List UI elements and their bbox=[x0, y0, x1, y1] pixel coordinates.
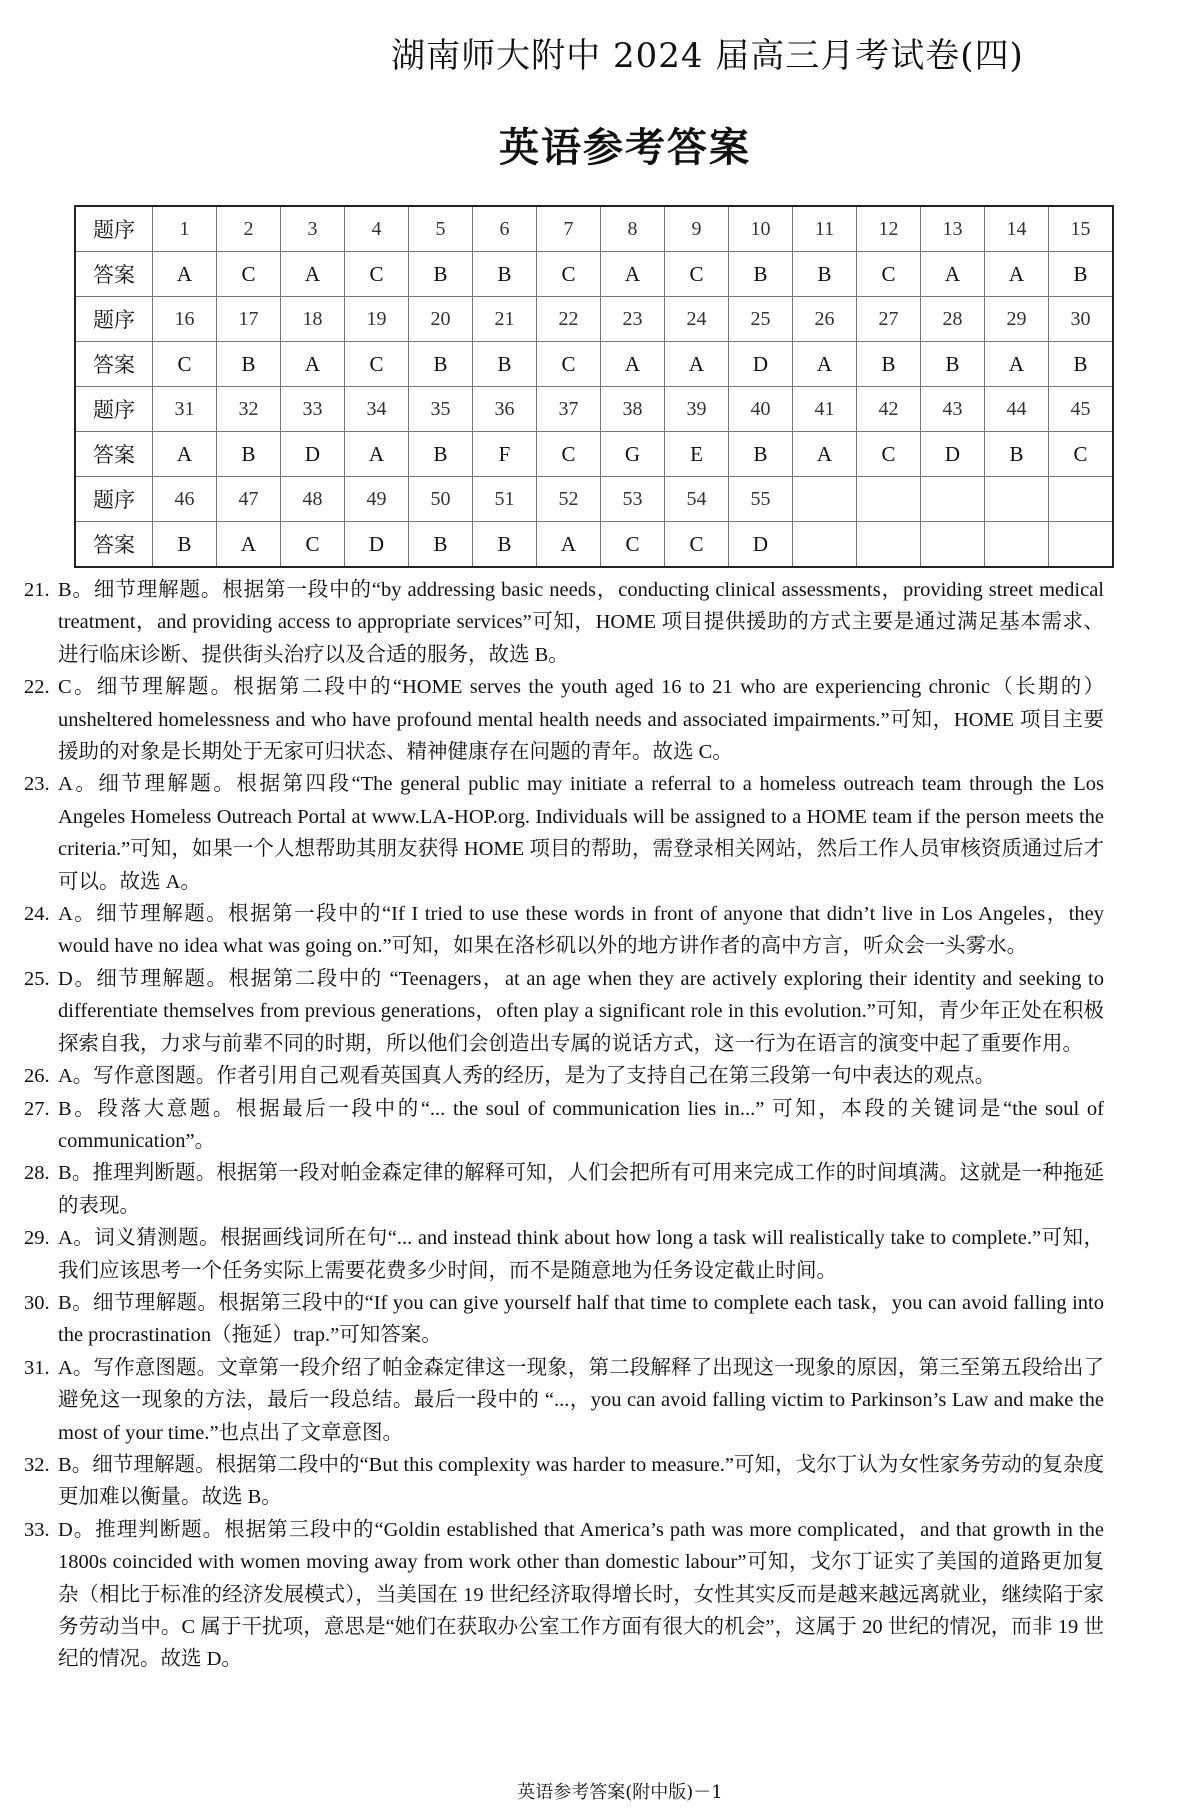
question-number-cell: 19 bbox=[345, 297, 409, 342]
item-number: 33. bbox=[24, 1518, 50, 1541]
question-number-cell: 43 bbox=[921, 387, 985, 432]
explanation-item bbox=[24, 1157, 1104, 1222]
answer-cell: B bbox=[857, 342, 921, 387]
item-text: A。写作意图题。文章第一段介绍了帕金森定律这一现象，第二段解释了出现这一现象的原因，第三至第五段给出了避免这一现象的方法，最后一段总结。最后一段中的 “...，you can avoid falling victim to Parkinson’s Law and make the most of your time.”也点出了文章意图。 bbox=[58, 1356, 1104, 1444]
item-text: B。段落大意题。根据最后一段中的“... the soul of communication lies in...” 可知，本段的关键词是“the soul of communication”。 bbox=[58, 1097, 1104, 1152]
question-number-cell: 51 bbox=[473, 477, 537, 522]
item-text: B。细节理解题。根据第二段中的“But this complexity was harder to measure.”可知，戈尔丁认为女性家务劳动的复杂度更加难以衡量。故选 B。 bbox=[58, 1453, 1104, 1509]
answer-cell: A bbox=[281, 342, 345, 387]
item-text: A。细节理解题。根据第四段“The general public may initiate a referral to a homeless outreach team through the Los Angeles Homeless Outreach Portal at www.LA-HOP.org. Individuals will be assigned to a HOME team if the person meets the criteria.”可知，如果一个人想帮助其朋友获得 HOME 项目的帮助，需登录相关网站，然后工作人员审核资质通过后才可以。故选 A。 bbox=[58, 773, 1104, 893]
answer-cell: A bbox=[793, 342, 857, 387]
item-number: 32. bbox=[24, 1453, 50, 1476]
answer-cell: B bbox=[217, 342, 281, 387]
question-number-row-label: 题序 bbox=[75, 387, 153, 432]
question-number-cell: 53 bbox=[601, 477, 665, 522]
answer-cell bbox=[985, 522, 1049, 568]
question-number-cell: 35 bbox=[409, 387, 473, 432]
answer-row-label: 答案 bbox=[75, 522, 153, 568]
question-number-cell: 23 bbox=[601, 297, 665, 342]
answer-cell: A bbox=[281, 252, 345, 297]
answer-cell: B bbox=[409, 342, 473, 387]
question-number-cell: 8 bbox=[601, 206, 665, 252]
question-number-cell: 55 bbox=[729, 477, 793, 522]
explanation-item bbox=[24, 574, 1104, 671]
question-number-cell: 36 bbox=[473, 387, 537, 432]
answer-cell: B bbox=[793, 252, 857, 297]
question-number-cell: 21 bbox=[473, 297, 537, 342]
answer-cell: B bbox=[153, 522, 217, 568]
answer-cell: D bbox=[345, 522, 409, 568]
answer-cell: A bbox=[985, 252, 1049, 297]
question-number-row-label: 题序 bbox=[75, 297, 153, 342]
answer-cell: D bbox=[281, 432, 345, 477]
item-number: 27. bbox=[24, 1097, 50, 1120]
page-footer: 英语参考答案(附中版)－1 bbox=[517, 1782, 723, 1803]
question-number-cell: 39 bbox=[665, 387, 729, 432]
question-number-row bbox=[75, 477, 1113, 522]
question-number-cell: 5 bbox=[409, 206, 473, 252]
item-text: D。推理判断题。根据第三段中的“Goldin established that America’s path was more complicated，and that growth in the 1800s coincided with women moving away from work other than domestic labour”可知，戈尔丁证实了美国的道路更加复杂（相比于标准的经济发展模式），当美国在 19 世纪经济取得增长时，女性其实反而是越来越远离就业，继续陷于家务劳动当中。C 属于干扰项，意思是“她们在获取办公室工作方面有很大的机会”，这属于 20 世纪的情况，而非 19 世纪的情况。故选 D。 bbox=[58, 1518, 1104, 1671]
question-number-cell: 41 bbox=[793, 387, 857, 432]
answer-cell: C bbox=[665, 252, 729, 297]
answer-cell: G bbox=[601, 432, 665, 477]
question-number-row bbox=[75, 297, 1113, 342]
answer-cell: D bbox=[729, 522, 793, 568]
question-number-row bbox=[75, 206, 1113, 252]
question-number-cell: 2 bbox=[217, 206, 281, 252]
question-number-cell: 47 bbox=[217, 477, 281, 522]
question-number-cell bbox=[1049, 477, 1114, 522]
explanation-item bbox=[24, 671, 1104, 768]
question-number-cell: 27 bbox=[857, 297, 921, 342]
answer-cell: B bbox=[409, 252, 473, 297]
question-number-cell: 31 bbox=[153, 387, 217, 432]
item-number: 26. bbox=[24, 1065, 50, 1088]
question-number-cell: 42 bbox=[857, 387, 921, 432]
answer-cell: B bbox=[1049, 342, 1114, 387]
question-number-cell: 49 bbox=[345, 477, 409, 522]
item-number: 31. bbox=[24, 1356, 50, 1379]
answer-cell: B bbox=[985, 432, 1049, 477]
explanation-item bbox=[24, 898, 1104, 963]
question-number-cell: 14 bbox=[985, 206, 1049, 252]
explanation-list bbox=[24, 574, 1104, 1676]
item-text: B。推理判断题。根据第一段对帕金森定律的解释可知，人们会把所有可用来完成工作的时间填满。这就是一种拖延的表现。 bbox=[58, 1162, 1104, 1217]
answer-row bbox=[75, 522, 1113, 568]
answer-cell bbox=[857, 522, 921, 568]
answer-cell: A bbox=[217, 522, 281, 568]
answer-cell: B bbox=[473, 522, 537, 568]
answer-row-label: 答案 bbox=[75, 252, 153, 297]
answer-cell: B bbox=[1049, 252, 1114, 297]
explanation-item bbox=[24, 1060, 1104, 1092]
item-number: 28. bbox=[24, 1162, 50, 1185]
page-title: 英语参考答案 bbox=[499, 125, 751, 171]
answer-cell: C bbox=[1049, 432, 1114, 477]
answer-row bbox=[75, 252, 1113, 297]
question-number-cell: 12 bbox=[857, 206, 921, 252]
answer-table bbox=[74, 205, 1114, 568]
question-number-cell: 4 bbox=[345, 206, 409, 252]
question-number-cell: 1 bbox=[153, 206, 217, 252]
answer-cell: A bbox=[537, 522, 601, 568]
answer-cell: A bbox=[345, 432, 409, 477]
question-number-cell: 22 bbox=[537, 297, 601, 342]
question-number-cell bbox=[793, 477, 857, 522]
question-number-cell: 45 bbox=[1049, 387, 1114, 432]
question-number-row bbox=[75, 387, 1113, 432]
item-number: 30. bbox=[24, 1291, 50, 1314]
answer-cell: B bbox=[217, 432, 281, 477]
question-number-cell: 6 bbox=[473, 206, 537, 252]
question-number-cell: 9 bbox=[665, 206, 729, 252]
answer-cell: C bbox=[153, 342, 217, 387]
answer-cell: B bbox=[729, 432, 793, 477]
answer-cell: C bbox=[537, 432, 601, 477]
answer-cell: C bbox=[857, 432, 921, 477]
item-number: 24. bbox=[24, 903, 50, 926]
question-number-cell: 10 bbox=[729, 206, 793, 252]
answer-row-label: 答案 bbox=[75, 432, 153, 477]
item-text: A。词义猜测题。根据画线词所在句“... and instead think about how long a task will realistically take to complete.”可知，我们应该思考一个任务实际上需要花费多少时间，而不是随意地为任务设定截止时间。 bbox=[58, 1227, 1104, 1282]
answer-cell: C bbox=[345, 342, 409, 387]
answer-row-label: 答案 bbox=[75, 342, 153, 387]
answer-cell: A bbox=[601, 342, 665, 387]
answer-cell: C bbox=[345, 252, 409, 297]
question-number-cell: 15 bbox=[1049, 206, 1114, 252]
item-number: 21. bbox=[24, 579, 50, 601]
answer-cell: C bbox=[217, 252, 281, 297]
answer-cell: C bbox=[601, 522, 665, 568]
question-number-cell: 30 bbox=[1049, 297, 1114, 342]
answer-cell: A bbox=[921, 252, 985, 297]
question-number-cell: 18 bbox=[281, 297, 345, 342]
question-number-cell: 7 bbox=[537, 206, 601, 252]
explanation-item bbox=[24, 963, 1104, 1060]
answer-cell: C bbox=[537, 252, 601, 297]
question-number-cell: 28 bbox=[921, 297, 985, 342]
answer-cell: A bbox=[793, 432, 857, 477]
question-number-cell: 54 bbox=[665, 477, 729, 522]
explanation-item bbox=[24, 768, 1104, 898]
question-number-cell: 48 bbox=[281, 477, 345, 522]
item-text: D。细节理解题。根据第二段中的 “Teenagers，at an age when they are actively exploring their identity and seeking to differentiate themselves from previous generations，often play a significant role in this evolution.”可知，青少年正处在积极探索自我，力求与前辈不同的时期，所以他们会创造出专属的说话方式，这一行为在语言的演变中起了重要作用。 bbox=[58, 967, 1104, 1055]
item-text: B。细节理解题。根据第三段中的“If you can give yourself half that time to complete each task，you can avoid falling into the procrastination（拖延）trap.”可知答案。 bbox=[58, 1291, 1104, 1347]
explanation-item bbox=[24, 1093, 1104, 1158]
question-number-cell: 37 bbox=[537, 387, 601, 432]
answer-cell: C bbox=[665, 522, 729, 568]
answer-cell: B bbox=[729, 252, 793, 297]
item-text: C。细节理解题。根据第二段中的“HOME serves the youth aged 16 to 21 who are experiencing chronic（长期的）unsheltered homelessness and who have profound mental health needs and associated impairments.”可知，HOME 项目主要援助的对象是长期处于无家可归状态、精神健康存在问题的青年。故选 C。 bbox=[58, 676, 1104, 764]
question-number-cell: 17 bbox=[217, 297, 281, 342]
answer-cell: C bbox=[537, 342, 601, 387]
question-number-cell: 24 bbox=[665, 297, 729, 342]
question-number-cell: 25 bbox=[729, 297, 793, 342]
question-number-cell: 11 bbox=[793, 206, 857, 252]
answer-cell: A bbox=[153, 252, 217, 297]
answer-cell: B bbox=[473, 342, 537, 387]
question-number-cell bbox=[985, 477, 1049, 522]
answer-cell bbox=[793, 522, 857, 568]
question-number-cell bbox=[857, 477, 921, 522]
explanation-item bbox=[24, 1449, 1104, 1514]
question-number-cell: 13 bbox=[921, 206, 985, 252]
question-number-cell: 26 bbox=[793, 297, 857, 342]
answer-cell: A bbox=[601, 252, 665, 297]
item-number: 22. bbox=[24, 676, 50, 699]
item-text: A。写作意图题。作者引用自己观看英国真人秀的经历，是为了支持自己在第三段第一句中表达的观点。 bbox=[58, 1065, 996, 1088]
answer-cell: C bbox=[281, 522, 345, 568]
item-text: B。细节理解题。根据第一段中的“by addressing basic needs，conducting clinical assessments，providing street medical treatment，and providing access to appropriate services”可知，HOME 项目提供援助的方式主要是通过满足基本需求、进行临床诊断、提供街头治疗以及合适的服务，故选 B。 bbox=[58, 579, 1104, 666]
question-number-cell: 32 bbox=[217, 387, 281, 432]
answer-cell: A bbox=[665, 342, 729, 387]
question-number-cell: 52 bbox=[537, 477, 601, 522]
answer-cell bbox=[1049, 522, 1114, 568]
exam-title: 湖南师大附中 2024 届高三月考试卷(四) bbox=[391, 36, 1024, 76]
answer-cell: B bbox=[473, 252, 537, 297]
explanation-item bbox=[24, 1287, 1104, 1352]
answer-cell: F bbox=[473, 432, 537, 477]
item-number: 25. bbox=[24, 967, 50, 990]
answer-cell: A bbox=[153, 432, 217, 477]
answer-cell: E bbox=[665, 432, 729, 477]
answer-cell: A bbox=[985, 342, 1049, 387]
question-number-cell bbox=[921, 477, 985, 522]
question-number-cell: 44 bbox=[985, 387, 1049, 432]
question-number-cell: 34 bbox=[345, 387, 409, 432]
explanation-item bbox=[24, 1514, 1104, 1676]
answer-row bbox=[75, 342, 1113, 387]
question-number-cell: 20 bbox=[409, 297, 473, 342]
answer-cell bbox=[921, 522, 985, 568]
item-number: 23. bbox=[24, 773, 50, 796]
question-number-cell: 40 bbox=[729, 387, 793, 432]
question-number-cell: 38 bbox=[601, 387, 665, 432]
question-number-cell: 3 bbox=[281, 206, 345, 252]
item-text: A。细节理解题。根据第一段中的“If I tried to use these words in front of anyone that didn’t live in Los Angeles，they would have no idea what was going on.”可知，如果在洛杉矶以外的地方讲作者的高中方言，听众会一头雾水。 bbox=[58, 903, 1104, 958]
question-number-cell: 16 bbox=[153, 297, 217, 342]
question-number-cell: 50 bbox=[409, 477, 473, 522]
answer-cell: D bbox=[729, 342, 793, 387]
explanation-item bbox=[24, 1352, 1104, 1449]
answer-cell: B bbox=[921, 342, 985, 387]
explanation-item bbox=[24, 1222, 1104, 1287]
answer-cell: C bbox=[857, 252, 921, 297]
question-number-row-label: 题序 bbox=[75, 477, 153, 522]
answer-cell: D bbox=[921, 432, 985, 477]
answer-cell: B bbox=[409, 432, 473, 477]
answer-cell: B bbox=[409, 522, 473, 568]
item-number: 29. bbox=[24, 1227, 50, 1250]
question-number-cell: 33 bbox=[281, 387, 345, 432]
question-number-cell: 29 bbox=[985, 297, 1049, 342]
question-number-cell: 46 bbox=[153, 477, 217, 522]
question-number-row-label: 题序 bbox=[75, 206, 153, 252]
answer-row bbox=[75, 432, 1113, 477]
